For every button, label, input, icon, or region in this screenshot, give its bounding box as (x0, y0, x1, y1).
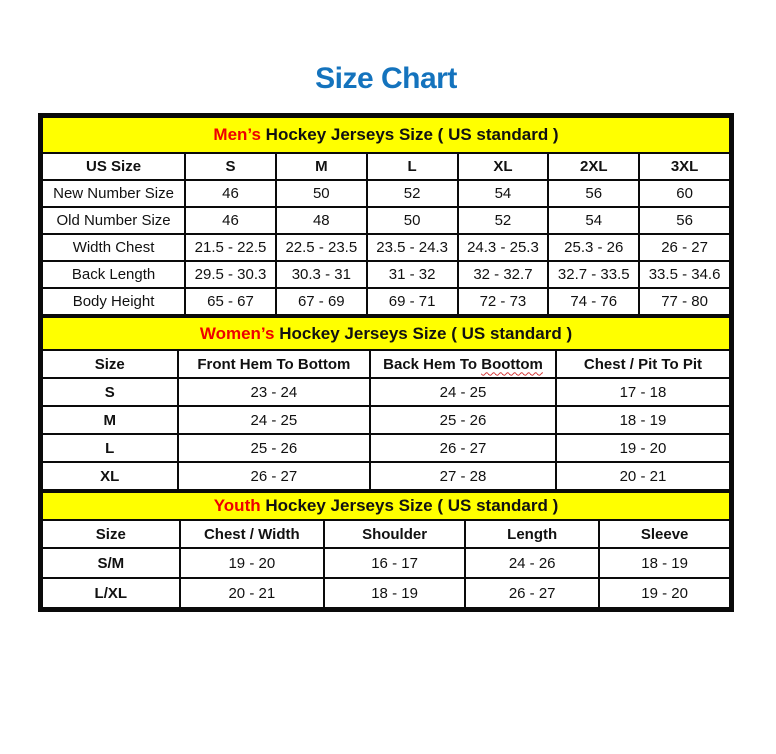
youth-size-table (41, 491, 731, 609)
cell-value: 56 (548, 180, 639, 207)
cell-value: 20 - 21 (556, 462, 730, 490)
cell-value: 19 - 20 (556, 434, 730, 462)
mens-size-table (41, 116, 731, 316)
youth-section-banner (42, 492, 730, 520)
cell-value: 18 - 19 (599, 548, 730, 578)
cell-value: 23.5 - 24.3 (367, 234, 458, 261)
youth-banner-highlight: Youth (213, 496, 261, 515)
cell-value: 31 - 32 (367, 261, 458, 288)
table-row (42, 378, 730, 406)
cell-value: 69 - 71 (367, 288, 458, 315)
cell-value: 67 - 69 (276, 288, 367, 315)
column-header-2xl: 2XL (548, 153, 639, 180)
cell-value: 54 (548, 207, 639, 234)
cell-value: 25 - 26 (370, 406, 556, 434)
column-header-shoulder: Shoulder (324, 520, 465, 548)
cell-value: 32.7 - 33.5 (548, 261, 639, 288)
cell-value: 26 - 27 (370, 434, 556, 462)
page-title: Size Chart (315, 62, 457, 95)
column-header-length: Length (465, 520, 599, 548)
column-header-3xl: 3XL (639, 153, 730, 180)
cell-value: 74 - 76 (548, 288, 639, 315)
table-row (42, 406, 730, 434)
table-row (42, 578, 730, 608)
cell-value: 46 (185, 207, 276, 234)
cell-value: 72 - 73 (458, 288, 549, 315)
table-row (42, 434, 730, 462)
column-header-sleeve: Sleeve (599, 520, 730, 548)
cell-value: 25 - 26 (178, 434, 371, 462)
mens-banner-highlight: Men’s (213, 125, 261, 144)
cell-value: 46 (185, 180, 276, 207)
cell-value: 52 (458, 207, 549, 234)
cell-value: 16 - 17 (324, 548, 465, 578)
cell-value: 27 - 28 (370, 462, 556, 490)
cell-value: 18 - 19 (324, 578, 465, 608)
cell-value: 19 - 20 (180, 548, 324, 578)
cell-value: 50 (367, 207, 458, 234)
cell-value: 54 (458, 180, 549, 207)
row-label: M (42, 406, 178, 434)
column-header-front-hem: Front Hem To Bottom (178, 350, 371, 378)
cell-value: 26 - 27 (639, 234, 730, 261)
size-chart (38, 113, 734, 612)
row-label: Width Chest (42, 234, 185, 261)
womens-section-banner (42, 317, 730, 350)
row-label: Old Number Size (42, 207, 185, 234)
row-label: L/XL (42, 578, 180, 608)
cell-value: 48 (276, 207, 367, 234)
cell-value: 24.3 - 25.3 (458, 234, 549, 261)
cell-value: 52 (367, 180, 458, 207)
cell-value: 24 - 26 (465, 548, 599, 578)
cell-value: 77 - 80 (639, 288, 730, 315)
table-row (42, 207, 730, 234)
cell-value: 26 - 27 (465, 578, 599, 608)
row-label: Back Length (42, 261, 185, 288)
youth-header-row (42, 520, 730, 548)
womens-banner-highlight: Women’s (199, 323, 275, 343)
row-label: New Number Size (42, 180, 185, 207)
table-row (42, 261, 730, 288)
cell-value: 22.5 - 23.5 (276, 234, 367, 261)
cell-value: 18 - 19 (556, 406, 730, 434)
mens-header-row (42, 153, 730, 180)
cell-value: 24 - 25 (370, 378, 556, 406)
mens-banner-row (42, 117, 730, 153)
misspelled-word: Boottom (481, 355, 543, 373)
womens-header-row (42, 350, 730, 378)
table-row (42, 462, 730, 490)
column-header-chest-width: Chest / Width (180, 520, 324, 548)
column-header-back-hem: Back Hem To Boottom (370, 350, 556, 378)
row-label: S/M (42, 548, 180, 578)
youth-banner-row (42, 492, 730, 520)
table-row (42, 180, 730, 207)
cell-value: 50 (276, 180, 367, 207)
cell-value: 20 - 21 (180, 578, 324, 608)
column-header-xl: XL (458, 153, 549, 180)
row-label: XL (42, 462, 178, 490)
table-row (42, 288, 730, 315)
column-header-chest: Chest / Pit To Pit (556, 350, 730, 378)
cell-value: 25.3 - 26 (548, 234, 639, 261)
womens-banner-text: Hockey Jerseys Size ( US standard ) (274, 323, 573, 343)
cell-value: 32 - 32.7 (458, 261, 549, 288)
table-row (42, 548, 730, 578)
row-label: L (42, 434, 178, 462)
cell-value: 56 (639, 207, 730, 234)
mens-banner-text: Hockey Jerseys Size ( US standard ) (260, 125, 559, 144)
column-header-size: Size (42, 520, 180, 548)
mens-section-banner (42, 117, 730, 153)
womens-banner-row (42, 317, 730, 350)
youth-banner-text: Hockey Jerseys Size ( US standard ) (260, 496, 559, 515)
cell-value: 21.5 - 22.5 (185, 234, 276, 261)
cell-value: 23 - 24 (178, 378, 371, 406)
cell-value: 24 - 25 (178, 406, 371, 434)
cell-value: 29.5 - 30.3 (185, 261, 276, 288)
column-header-s: S (185, 153, 276, 180)
column-header-m: M (276, 153, 367, 180)
cell-value: 30.3 - 31 (276, 261, 367, 288)
cell-value: 33.5 - 34.6 (639, 261, 730, 288)
cell-value: 26 - 27 (178, 462, 371, 490)
column-header-us-size: US Size (42, 153, 185, 180)
cell-value: 60 (639, 180, 730, 207)
cell-value: 19 - 20 (599, 578, 730, 608)
cell-value: 65 - 67 (185, 288, 276, 315)
column-header-l: L (367, 153, 458, 180)
row-label: S (42, 378, 178, 406)
row-label: Body Height (42, 288, 185, 315)
cell-value: 17 - 18 (556, 378, 730, 406)
column-header-size: Size (42, 350, 178, 378)
table-row (42, 234, 730, 261)
womens-size-table (41, 316, 731, 491)
